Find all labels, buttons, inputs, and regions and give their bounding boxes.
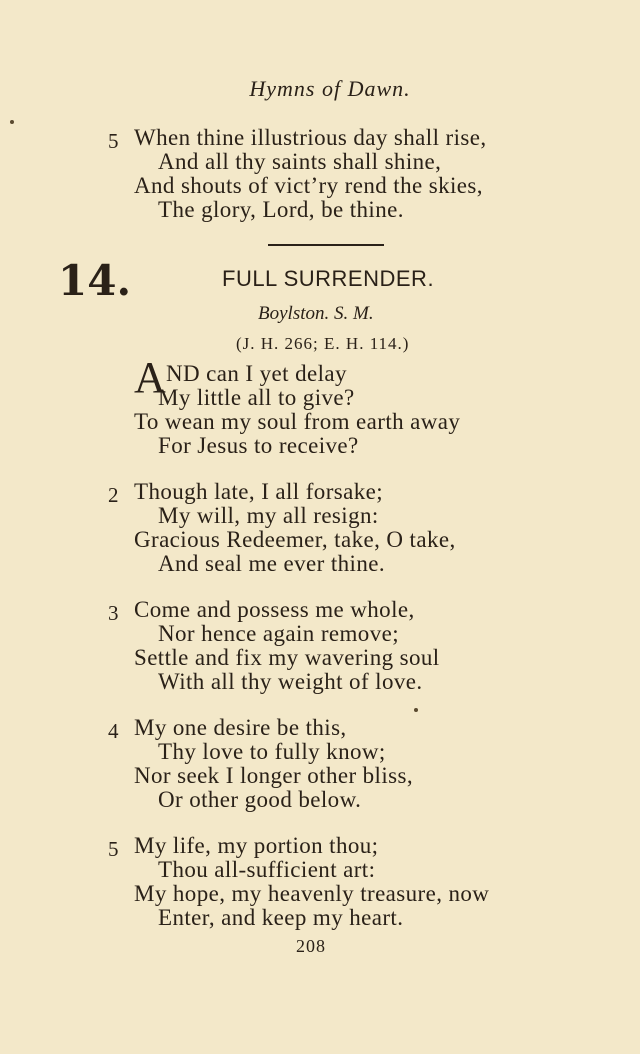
stanza-line: Come and possess me whole, [134,597,415,622]
stanza-line: Nor seek I longer other bliss, [134,763,413,788]
stanza-line: Thy love to fully know; [158,739,386,764]
verse-number: 5 [108,837,119,861]
paper-speck [10,120,14,124]
stanza-line: Nor hence again remove; [158,621,400,646]
tune-name: Boylston. S. M. [258,303,374,324]
verse-number: 3 [108,601,119,625]
verse-number: 2 [108,483,119,507]
verse-4 [110,716,413,812]
stanza-line: Gracious Redeemer, take, O take, [134,527,456,552]
stanza-line: Thou all-sufficient art: [158,857,376,882]
stanza-line: My one desire be this, [134,715,347,740]
verse-number: 4 [108,719,119,743]
stanza-line: And seal me ever thine. [158,551,385,576]
verse-2 [110,480,456,576]
running-header: Hymns of Dawn. [249,76,411,101]
stanza-line: My will, my all resign: [158,503,379,528]
verse-5 [110,834,489,930]
stanza-line: For Jesus to receive? [158,433,359,458]
stanza-line: ND can I yet delay [166,361,347,386]
hymnal-references: (J. H. 266; E. H. 114.) [236,334,410,353]
stanza-line: Or other good below. [158,787,362,812]
stanza-line: My hope, my heavenly treasure, now [134,881,490,906]
drop-cap: A [134,353,166,402]
stanza-line: With all thy weight of love. [158,669,423,694]
stanza-line: And shouts of vict’ry rend the skies, [134,173,483,198]
section-divider [268,244,384,246]
hymn-number: 14. [58,256,132,305]
prev-hymn-stanza [110,126,486,222]
stanza-line: Though late, I all forsake; [134,479,384,504]
stanza-line: My little all to give? [158,385,355,410]
verse-number: 5 [108,129,119,153]
verse-1 [110,362,460,458]
stanza-line: When thine illustrious day shall rise, [134,125,487,150]
hymn-title: FULL SURRENDER. [222,266,435,291]
stanza-line: And all thy saints shall shine, [158,149,442,174]
stanza-line: To wean my soul from earth away [134,409,461,434]
stanza-line: Enter, and keep my heart. [158,905,404,930]
stanza-line: My life, my portion thou; [134,833,379,858]
page-number: 208 [296,936,326,956]
stanza-line: The glory, Lord, be thine. [158,197,404,222]
paper-speck [414,708,418,712]
stanza-line: Settle and fix my wavering soul [134,645,440,670]
verse-3 [110,598,440,694]
